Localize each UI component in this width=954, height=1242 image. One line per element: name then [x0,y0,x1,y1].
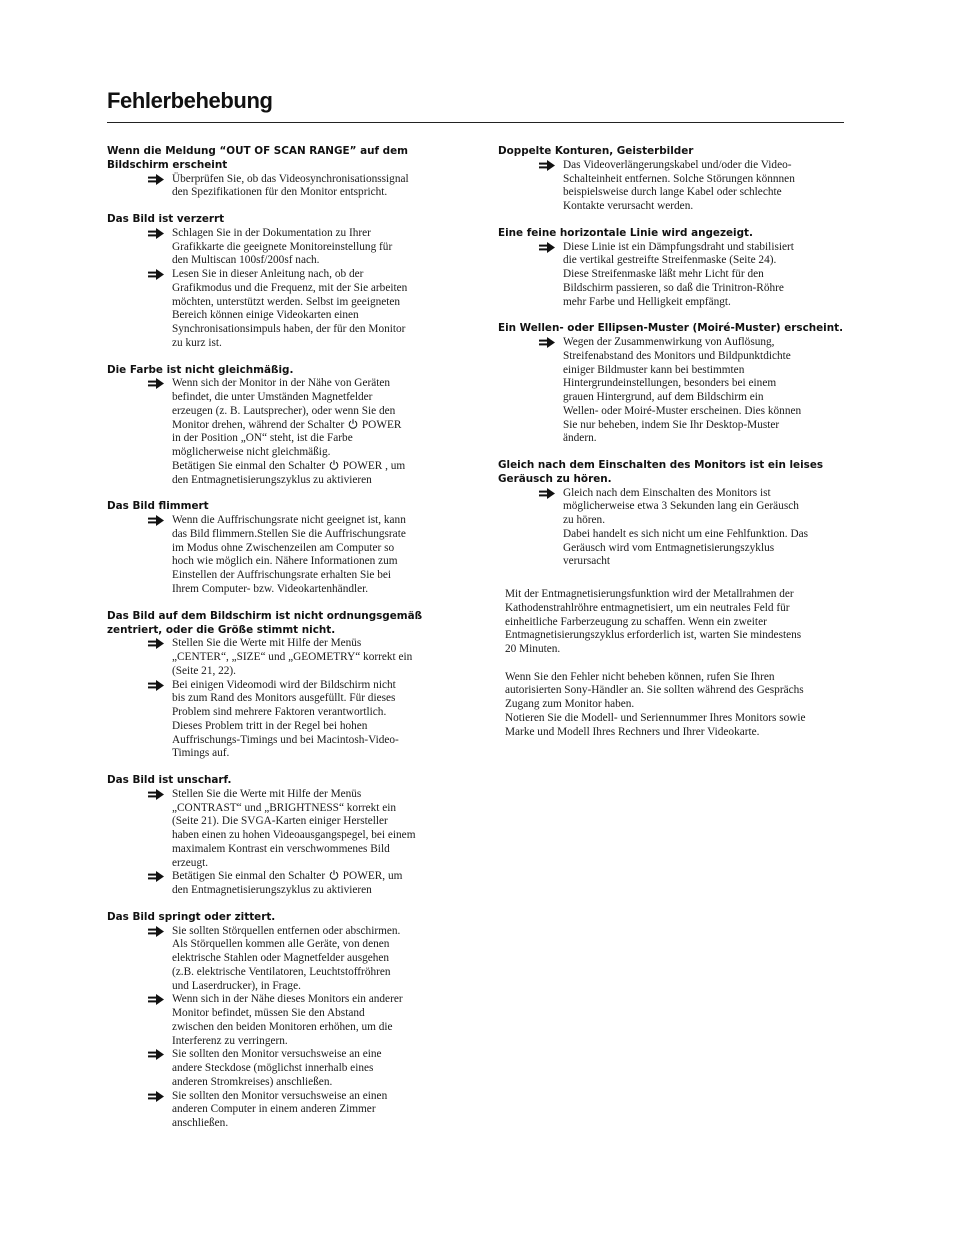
list-item [498,336,848,446]
section-distorted [107,213,452,351]
section-noise [498,459,848,569]
list-item [107,268,452,351]
right-column [498,145,848,753]
list-item [107,514,452,597]
arrow-icon [148,269,164,280]
item-text: Bei einigen Videomodi wird der Bildschirm nicht bis zum Rand des Monitors ausgefüllt. Für dieses Problem sind mehrere Faktoren verantwortlich. Dieses Problem tritt in der Regel bei hohen Auffrischungs-Timings und bei Macintosh-Video- Timings auf. [172,678,399,760]
list-item [107,679,452,762]
item-text: Sie sollten den Monitor versuchsweise an einen anderen Computer in einem anderen Zimmer anschließen. [172,1089,388,1130]
arrow-icon [148,638,164,649]
arrow-icon [148,680,164,691]
section-flicker [107,500,452,596]
item-text: Sie sollten den Monitor versuchsweise an eine andere Steckdose (möglichst innerhalb eines anderen Stromkreises) anschließen. [172,1048,382,1088]
section-color-uneven [107,364,452,488]
item-text: Wenn sich in der Nähe dieses Monitors ein anderer Monitor befindet, müssen Sie den Abstand zwischen den beiden Monitoren erhöhen, um die Interferenz zu verringern. [172,993,403,1047]
power-icon [348,419,358,429]
arrow-icon [539,160,555,171]
section-horizontal-line [498,227,848,310]
item-text-wrapper [172,377,452,460]
power-icon [329,460,339,470]
section-heading: Das Bild springt oder zittert. [107,910,276,923]
section-out-of-scan-range [107,145,452,200]
arrow-icon [148,174,164,185]
item-text: POWER , um den Entmagnetisierungszyklus zu aktivieren [172,459,406,486]
item-text-wrapper [172,870,452,898]
item-text: Sie sollten Störquellen entfernen oder abschirmen. Als Störquellen kommen alle Geräte, von denen elektrische Stahlen oder Magnetfelder ausgehen (z.B. elektrische Ventilatoren, Leuchtstoffröhren und Laserdrucker), in Frage. [172,924,401,992]
list-item [107,377,452,460]
item-text: Gleich nach dem Einschalten des Monitors ist möglicherweise etwa 3 Sekunden lang ein Geräusch zu hören. Dabei handelt es sich nicht um eine Fehlfunktion. Das Geräusch wird vom Entmagnetisierungszyklus verursacht [563,486,809,568]
section-heading: Das Bild auf dem Bildschirm ist nicht ordnungsgemäß zentriert, oder die Größe stimmt nicht. [107,609,423,636]
page-title: Fehlerbehebung [107,88,273,113]
list-item [498,159,848,214]
item-text: Wenn sich der Monitor in der Nähe von Geräten befindet, die unter Umständen Magnetfelder erzeugen (z. B. Lautsprecher), oder wenn Sie den Monitor drehen, während der Schalter [172,377,396,431]
degauss-paragraph: Mit der Entmagnetisierungsfunktion wird der Metallrahmen der Kathodenstrahlröhre entmagnetisiert, um ein neutrales Feld für einheitliche Farberzeugung zu schaffen. Wenn ein zweiter Entmagnetisierungszyklus erforderlich ist, warten Sie mindestens 20 Minuten. [505,588,802,656]
list-item [107,1048,452,1089]
list-item [107,227,452,268]
list-item [107,993,452,1048]
list-item [107,870,452,898]
item-text: Lesen Sie in dieser Anleitung nach, ob der Grafikmodus und die Frequenz, mit der Sie arbeiten möchten, unterstützt werden. Selbst im geeigneten Bereich können einige Videokarten einen Synchronisationsimpuls haben, der für den Monitor zu kurz ist. [172,268,408,349]
arrow-icon [148,228,164,239]
arrow-icon [148,994,164,1005]
item-text: POWER in der Position „ON“ steht, ist die Farbe möglicherweise nicht gleichmäßig. [172,418,402,459]
section-heading: Gleich nach dem Einschalten des Monitors ist ein leises Geräusch zu hören. [498,459,824,485]
list-item [498,241,848,310]
item-text: POWER, um den Entmagnetisierungszyklus zu aktivieren [172,870,403,897]
list-item [107,1090,452,1131]
item-text: Das Videoverlängerungskabel und/oder die Video- Schalteinheit entfernen. Solche Störungen könnnen beispielsweise durch lange Kabel oder schlechte Kontakte verursacht werden. [563,158,795,213]
arrow-icon [148,789,164,800]
list-item [107,637,452,678]
list-item [498,487,848,570]
item-text: Schlagen Sie in der Dokumentation zu Ihrer Grafikkarte die geeignete Monitoreinstellung für den Multiscan 100sf/200sf nach. [172,226,393,267]
section-heading: Das Bild ist unscharf. [107,774,232,787]
arrow-icon [148,515,164,526]
left-column [107,145,452,1144]
arrow-icon [148,1049,164,1060]
section-heading: Das Bild flimmert [107,500,209,513]
title-divider [107,122,844,123]
section-heading: Wenn die Meldung “OUT OF SCAN RANGE” auf dem Bildschirm erscheint [107,145,408,171]
item-text: Stellen Sie die Werte mit Hilfe der Menüs „CENTER“, „SIZE“ und „GEOMETRY“ korrekt ein (Seite 21, 22). [172,637,413,677]
section-heading: Die Farbe ist nicht gleichmäßig. [107,363,294,376]
list-item [107,925,452,994]
section-heading: Das Bild ist verzerrt [107,213,225,226]
section-jitter [107,911,452,1131]
item-text: Wegen der Zusammenwirkung von Auflösung, Streifenabstand des Monitors und Bildpunktdichte einiger Bildmuster kann bei bestimmten Hintergrundeinstellungen, besonders bei einem grauen Hintergrund, auf dem Bildschirm ein Wellen- oder Moiré-Muster erscheinen. Dies können Sie nur beheben, indem Sie Ihr Desktop-Muster ändern. [563,336,802,445]
item-text: Stellen Sie die Werte mit Hilfe der Menüs „CONTRAST“ und „BRIGHTNESS“ korrekt ein (Seite 21). Die SVGA-Karten einiger Hersteller haben einen zu hohen Videoausgangspegel, bei einem maximalem Kontrast ein verschwommenes Bild erzeugt. [172,787,416,869]
section-moire [498,322,848,446]
arrow-icon [148,378,164,389]
section-blurry [107,774,452,898]
arrow-icon [148,926,164,937]
section-heading: Eine feine horizontale Linie wird angezeigt. [498,226,753,239]
item-text: Wenn die Auffrischungsrate nicht geeignet ist, kann das Bild flimmern.Stellen Sie die Auffrischungsrate im Modus ohne Zwischenzeilen am Computer so hoch wie möglich ein. Nähere Informationen zum Einstellen der Auffrischungsrate erhalten Sie bei Ihrem Computer- bzw. Videokartenhändler. [172,514,406,595]
list-item [107,788,452,871]
item-text: Betätigen Sie einmal den Schalter [172,870,326,883]
arrow-icon [539,242,555,253]
section-not-centered [107,610,452,761]
section-ghosting [498,145,848,214]
power-icon [329,870,339,880]
arrow-icon [148,1091,164,1102]
item-text: Diese Linie ist ein Dämpfungsdraht und stabilisiert die vertikal gestreifte Streifenmaske (Seite 24). Diese Streifenmaske läßt mehr Licht für den Bildschirm passieren, so daß die Trinitron-Röhre mehr Farbe und Helligkeit empfängt. [563,240,794,308]
arrow-icon [539,337,555,348]
list-item [107,173,452,201]
section-heading: Ein Wellen- oder Ellipsen-Muster (Moiré-Muster) erscheint. [498,322,844,335]
contact-dealer-paragraph: Wenn Sie den Fehler nicht beheben können, rufen Sie Ihren autorisierten Sony-Händler an. Sie sollten während des Gesprächs Zugang zum Monitor haben. Notieren Sie die Modell- und Seriennummer Ihres Monitors sowie Marke und Modell Ihres Rechners und Ihrer Videokarte. [505,670,806,738]
continuation-text [107,460,452,488]
arrow-icon [148,871,164,882]
section-heading: Doppelte Konturen, Geisterbilder [498,145,694,157]
item-text: Betätigen Sie einmal den Schalter [172,459,326,472]
item-text: Überprüfen Sie, ob das Videosynchronisationssignal den Spezifikationen für den Monitor entspricht. [172,172,409,199]
arrow-icon [539,488,555,499]
